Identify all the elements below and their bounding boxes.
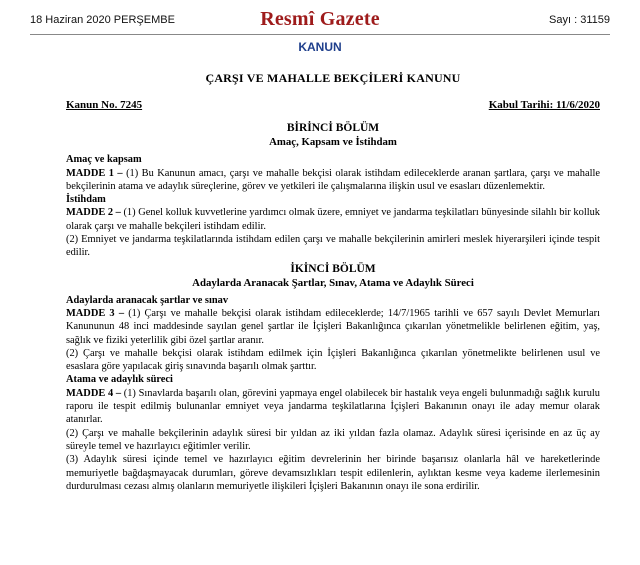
article-2-heading: İstihdam — [66, 194, 106, 206]
chapter-1-title: BİRİNCİ BÖLÜM — [286, 122, 380, 135]
article-1-heading: Amaç ve kapsam — [66, 154, 142, 166]
law-meta — [66, 99, 600, 115]
gazette-header — [30, 8, 610, 35]
chapter-2-title: İKİNCİ BÖLÜM — [290, 262, 376, 275]
chapter-2-subtitle: Adaylarda Aranacak Şartlar, Sınav, Atama ve Adaylık Süreci — [192, 276, 474, 289]
acceptance-date: Kabul Tarihi: 11/6/2020 — [488, 99, 600, 112]
article-4-heading: Atama ve adaylık süreci — [66, 374, 173, 386]
law-content — [66, 70, 600, 493]
article-1-label: MADDE 1 – — [66, 167, 123, 179]
article-2-paragraph-2: (2) Emniyet ve jandarma teşkilatlarında istihdam edilen çarşı ve mahalle bekçilerinin amirleri meslek hiyerarşileri içinde tespit edilir. — [66, 234, 600, 259]
law-number: Kanun No. 7245 — [66, 99, 143, 112]
article-4-paragraph-2: (2) Çarşı ve mahalle bekçilerinin adaylık süresi bir yıldan az iki yıldan fazla olamaz. Adaylık süresi içerisinde en az üç ay süreyle temel ve hazırlayıcı eğitimler verilir. — [66, 427, 600, 452]
article-3-heading: Adaylarda aranacak şartlar ve sınav — [66, 294, 229, 306]
law-title: ÇARŞI VE MAHALLE BEKÇİLERİ KANUNU — [205, 71, 461, 85]
section-label: KANUN — [298, 40, 342, 54]
article-3-label: MADDE 3 – — [66, 307, 125, 319]
article-4-paragraph-3: (3) Adaylık süresi içinde temel ve hazırlayıcı eğitim devrelerinin her birinde başarısız olanlarla hâl ve hareketlerinde memuriyetle bağdaşmayacak durumları, göreve devamsızlıkları tespit edilenlerin, aylıktan kesme veya kademe ilerlemesinin durdurulması cezası almış olanların memuriyetle ilişkileri İçişleri Bakanının onayı ile sona erdirilir. — [66, 454, 600, 492]
article-1-body: (1) Bu Kanunun amacı, çarşı ve mahalle bekçisi olarak istihdam edileceklerde aranan şartlara, çarşı ve mahalle bekçilerinin atama ve adaylık süreçlerine, görev ve yetkileri ile çalışmalarına ilişkin usul ve esasları düzenlemektir. — [66, 167, 600, 192]
article-3-body: (1) Çarşı ve mahalle bekçisi olarak istihdam edileceklerde; 14/7/1965 tarihli ve 657 sayılı Devlet Memurları Kanununun 48 inci maddesinde sayılan genel şartlar ile İçişleri Bakanlığınca çıkarılan yönetmelikle belirlenen eğitim, yaş, sağlık ve fiziki yeterlilik gibi özel şartlar aranır. — [66, 307, 600, 346]
article-3-text — [66, 307, 600, 347]
article-3-paragraph-2: (2) Çarşı ve mahalle bekçisi olarak istihdam edilmek için İçişleri Bakanlığınca çıkarılan yönetmelikte belirlenen usul ve esaslara göre yapılacak giriş sınavında başarılı olmak şarttır. — [66, 347, 600, 373]
article-2-body: (1) Genel kolluk kuvvetlerine yardımcı olmak üzere, emniyet ve jandarma teşkilatları bünyesinde silahlı bir kolluk olarak çarşı ve mahalle bekçileri istihdam edilir. — [66, 207, 600, 232]
article-1-text — [66, 167, 600, 194]
article-2-text — [66, 206, 600, 233]
article-2-label: MADDE 2 – — [66, 207, 121, 219]
issue-number: Sayı : 31159 — [549, 14, 610, 26]
article-4-body: (1) Sınavlarda başarılı olan, görevini yapmaya engel olabilecek bir hastalık veya engeli bulunmadığı sağlık kurulu raporu ile tespit edilmiş bulunanlar emniyet veya jandarma teşkilatlarına İçişleri Bakanının onayı ile aday memur olarak atanırlar. — [66, 387, 600, 426]
article-4-text — [66, 387, 600, 427]
issue-date: 18 Haziran 2020 PERŞEMBE — [30, 14, 175, 26]
article-4-label: MADDE 4 – — [66, 387, 122, 399]
gazette-title: Resmî Gazete — [260, 8, 380, 30]
chapter-1-subtitle: Amaç, Kapsam ve İstihdam — [269, 136, 397, 149]
